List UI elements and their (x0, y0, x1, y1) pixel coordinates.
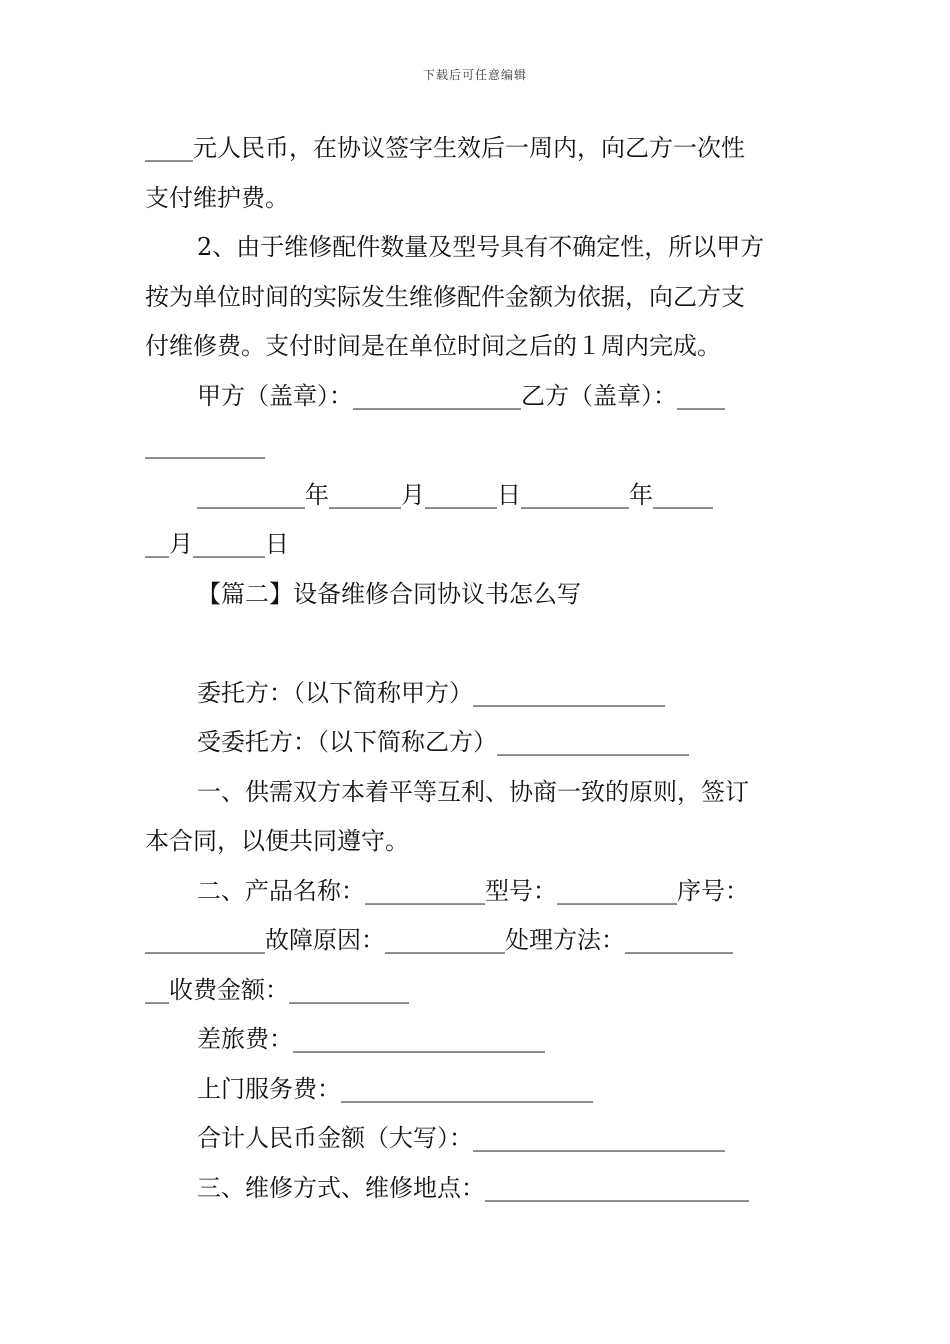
paragraph-line: 三、维修方式、维修地点：______________________ (197, 1173, 749, 1202)
product-line: 二、产品名称：__________型号：__________序号： (197, 876, 749, 905)
blank-spacer (145, 619, 807, 669)
document-body (145, 124, 807, 1213)
signature-line: 甲方（盖章）：______________乙方（盖章）：____ (197, 381, 725, 410)
paragraph-line: 按为单位时间的实际发生维修配件金额为依据，向乙方支 (145, 282, 745, 311)
fee-line: 上门服务费：_____________________ (197, 1074, 593, 1103)
section-title: 【篇二】设备维修合同协议书怎么写 (197, 579, 581, 608)
product-line: __收费金额：__________ (145, 975, 409, 1004)
date-line: _________年______月______日_________年_____ (197, 480, 713, 509)
paragraph-line: ____元人民币，在协议签字生效后一周内，向乙方一次性 (145, 134, 745, 162)
product-line: __________故障原因：__________处理方法：_________ (145, 926, 733, 954)
date-line: __月______日 (145, 530, 289, 558)
paragraph-line: 2、由于维修配件数量及型号具有不确定性，所以甲方 (197, 233, 765, 261)
paragraph-line: 付维修费。支付时间是在单位时间之后的１周内完成。 (145, 332, 721, 360)
fee-line: 差旅费：_____________________ (197, 1025, 545, 1053)
page-header: 下载后可任意编辑 (422, 68, 527, 82)
paragraph-line: 一、供需双方本着平等互利、协商一致的原则，签订 (197, 777, 749, 806)
party-line: 委托方：（以下简称甲方）________________ (197, 678, 665, 707)
signature-line: __________ (145, 431, 265, 459)
party-line: 受委托方：（以下简称乙方）________________ (197, 728, 689, 756)
paragraph-line: 支付维护费。 (145, 183, 289, 212)
paragraph-line: 本合同，以便共同遵守。 (145, 827, 409, 855)
fee-line: 合计人民币金额（大写）：_____________________ (197, 1124, 725, 1152)
